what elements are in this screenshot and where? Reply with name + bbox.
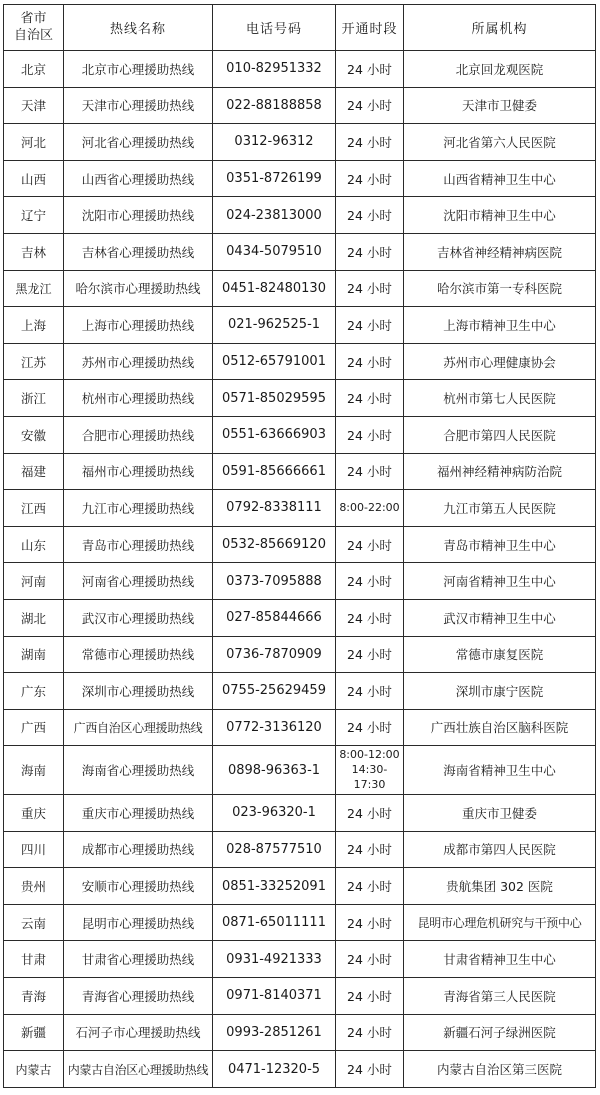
cell-phone: 0792-8338111 (213, 490, 336, 527)
cell-hours: 24 小时 (336, 673, 404, 710)
cell-hotline-name: 天津市心理援助热线 (64, 87, 213, 124)
cell-phone: 022-88188858 (213, 87, 336, 124)
table-row (4, 453, 596, 490)
cell-phone: 028-87577510 (213, 831, 336, 868)
table-row (4, 673, 596, 710)
cell-hotline-name: 青岛市心理援助热线 (64, 526, 213, 563)
header-province-line1: 省市 (20, 11, 47, 27)
cell-hours: 24 小时 (336, 87, 404, 124)
cell-org: 常德市康复医院 (404, 636, 596, 673)
cell-province: 河南 (4, 563, 64, 600)
table-row (4, 978, 596, 1015)
cell-province: 湖南 (4, 636, 64, 673)
cell-hotline-name: 福州市心理援助热线 (64, 453, 213, 490)
cell-hours: 8:00-22:00 (336, 490, 404, 527)
table-row (4, 307, 596, 344)
table-row (4, 831, 596, 868)
cell-province: 上海 (4, 307, 64, 344)
cell-phone: 0512-65791001 (213, 343, 336, 380)
cell-province: 北京 (4, 51, 64, 88)
cell-hotline-name: 安顺市心理援助热线 (64, 868, 213, 905)
cell-org: 内蒙古自治区第三医院 (404, 1051, 596, 1088)
table-row (4, 746, 596, 795)
cell-org: 青海省第三人民医院 (404, 978, 596, 1015)
cell-hotline-name: 沈阳市心理援助热线 (64, 197, 213, 234)
cell-province: 广东 (4, 673, 64, 710)
header-province (4, 5, 64, 51)
cell-org: 青岛市精神卫生中心 (404, 526, 596, 563)
cell-hotline-name: 广西自治区心理援助热线 (64, 709, 213, 746)
cell-phone: 027-85844666 (213, 599, 336, 636)
cell-phone: 0851-33252091 (213, 868, 336, 905)
cell-hotline-name: 重庆市心理援助热线 (64, 795, 213, 832)
cell-org: 苏州市心理健康协会 (404, 343, 596, 380)
table-row (4, 87, 596, 124)
cell-hours: 24 小时 (336, 599, 404, 636)
cell-province: 广西 (4, 709, 64, 746)
cell-phone: 010-82951332 (213, 51, 336, 88)
cell-phone: 0871-65011111 (213, 904, 336, 941)
cell-province: 吉林 (4, 233, 64, 270)
cell-province: 甘肃 (4, 941, 64, 978)
cell-org: 上海市精神卫生中心 (404, 307, 596, 344)
cell-hotline-name: 上海市心理援助热线 (64, 307, 213, 344)
table-row (4, 160, 596, 197)
cell-org: 九江市第五人民医院 (404, 490, 596, 527)
cell-phone: 0451-82480130 (213, 270, 336, 307)
cell-hours: 24 小时 (336, 941, 404, 978)
hotline-table (3, 4, 596, 1088)
cell-province: 新疆 (4, 1014, 64, 1051)
header-hours: 开通时段 (336, 5, 404, 51)
cell-phone: 0772-3136120 (213, 709, 336, 746)
table-row (4, 197, 596, 234)
cell-phone: 023-96320-1 (213, 795, 336, 832)
cell-hotline-name: 武汉市心理援助热线 (64, 599, 213, 636)
cell-hotline-name: 石河子市心理援助热线 (64, 1014, 213, 1051)
cell-hotline-name: 甘肃省心理援助热线 (64, 941, 213, 978)
cell-province: 河北 (4, 124, 64, 161)
cell-phone: 0373-7095888 (213, 563, 336, 600)
header-province-line2: 自治区 (13, 27, 53, 43)
cell-hours: 24 小时 (336, 526, 404, 563)
cell-hotline-name: 内蒙古自治区心理援助热线 (64, 1051, 213, 1088)
cell-org: 河北省第六人民医院 (404, 124, 596, 161)
cell-phone: 0351-8726199 (213, 160, 336, 197)
header-hotline: 热线名称 (64, 5, 213, 51)
table-row (4, 636, 596, 673)
cell-province: 贵州 (4, 868, 64, 905)
cell-hours: 24 小时 (336, 160, 404, 197)
cell-hours: 24 小时 (336, 270, 404, 307)
cell-phone: 0736-7870909 (213, 636, 336, 673)
cell-hours: 24 小时 (336, 831, 404, 868)
cell-province: 江西 (4, 490, 64, 527)
cell-hours: 24 小时 (336, 795, 404, 832)
cell-phone: 0591-85666661 (213, 453, 336, 490)
cell-phone: 024-23813000 (213, 197, 336, 234)
cell-phone: 0312-96312 (213, 124, 336, 161)
cell-province: 青海 (4, 978, 64, 1015)
cell-phone: 0532-85669120 (213, 526, 336, 563)
cell-phone: 0551-63666903 (213, 416, 336, 453)
table-row (4, 904, 596, 941)
cell-hours: 24 小时 (336, 124, 404, 161)
cell-province: 海南 (4, 746, 64, 795)
table-row (4, 416, 596, 453)
table-row (4, 490, 596, 527)
cell-org: 贵航集团 302 医院 (404, 868, 596, 905)
cell-hotline-name: 九江市心理援助热线 (64, 490, 213, 527)
cell-province: 天津 (4, 87, 64, 124)
cell-org: 武汉市精神卫生中心 (404, 599, 596, 636)
cell-hotline-name: 北京市心理援助热线 (64, 51, 213, 88)
cell-org: 吉林省神经精神病医院 (404, 233, 596, 270)
table-row (4, 868, 596, 905)
cell-hours: 24 小时 (336, 868, 404, 905)
cell-hotline-name: 深圳市心理援助热线 (64, 673, 213, 710)
table-row (4, 343, 596, 380)
cell-hours: 24 小时 (336, 1014, 404, 1051)
cell-org: 成都市第四人民医院 (404, 831, 596, 868)
cell-province: 四川 (4, 831, 64, 868)
table-body (4, 51, 596, 1088)
cell-hours (336, 746, 404, 795)
cell-phone: 0434-5079510 (213, 233, 336, 270)
cell-hotline-name: 成都市心理援助热线 (64, 831, 213, 868)
cell-org: 昆明市心理危机研究与干预中心 (404, 904, 596, 941)
cell-hours: 24 小时 (336, 709, 404, 746)
cell-hours: 24 小时 (336, 416, 404, 453)
cell-org: 深圳市康宁医院 (404, 673, 596, 710)
cell-hotline-name: 青海省心理援助热线 (64, 978, 213, 1015)
cell-hours: 24 小时 (336, 978, 404, 1015)
cell-hours: 24 小时 (336, 233, 404, 270)
table-row (4, 270, 596, 307)
table-row (4, 941, 596, 978)
table-row (4, 233, 596, 270)
cell-hotline-name: 河南省心理援助热线 (64, 563, 213, 600)
cell-hotline-name: 昆明市心理援助热线 (64, 904, 213, 941)
cell-province: 福建 (4, 453, 64, 490)
cell-phone: 0898-96363-1 (213, 746, 336, 795)
cell-hotline-name: 海南省心理援助热线 (64, 746, 213, 795)
cell-org: 重庆市卫健委 (404, 795, 596, 832)
cell-province: 重庆 (4, 795, 64, 832)
cell-hours: 24 小时 (336, 197, 404, 234)
cell-province: 山东 (4, 526, 64, 563)
table-row (4, 1051, 596, 1088)
cell-phone: 0971-8140371 (213, 978, 336, 1015)
cell-province: 浙江 (4, 380, 64, 417)
cell-hours: 24 小时 (336, 343, 404, 380)
table-row (4, 563, 596, 600)
cell-hotline-name: 山西省心理援助热线 (64, 160, 213, 197)
cell-hotline-name: 合肥市心理援助热线 (64, 416, 213, 453)
cell-phone: 0571-85029595 (213, 380, 336, 417)
cell-hours: 24 小时 (336, 380, 404, 417)
table-row (4, 709, 596, 746)
cell-phone: 0993-2851261 (213, 1014, 336, 1051)
cell-province: 江苏 (4, 343, 64, 380)
cell-phone: 021-962525-1 (213, 307, 336, 344)
cell-org: 杭州市第七人民医院 (404, 380, 596, 417)
cell-hours: 24 小时 (336, 453, 404, 490)
cell-org: 天津市卫健委 (404, 87, 596, 124)
cell-hotline-name: 常德市心理援助热线 (64, 636, 213, 673)
cell-org: 沈阳市精神卫生中心 (404, 197, 596, 234)
cell-hours: 24 小时 (336, 1051, 404, 1088)
header-phone: 电话号码 (213, 5, 336, 51)
table-row (4, 599, 596, 636)
cell-province: 安徽 (4, 416, 64, 453)
cell-hours: 24 小时 (336, 307, 404, 344)
table-row (4, 795, 596, 832)
cell-org: 甘肃省精神卫生中心 (404, 941, 596, 978)
cell-phone: 0755-25629459 (213, 673, 336, 710)
cell-province: 内蒙古 (4, 1051, 64, 1088)
cell-org: 河南省精神卫生中心 (404, 563, 596, 600)
table-row (4, 1014, 596, 1051)
cell-hotline-name: 哈尔滨市心理援助热线 (64, 270, 213, 307)
table-row (4, 124, 596, 161)
cell-org: 广西壮族自治区脑科医院 (404, 709, 596, 746)
cell-org: 山西省精神卫生中心 (404, 160, 596, 197)
cell-hotline-name: 河北省心理援助热线 (64, 124, 213, 161)
cell-hours: 24 小时 (336, 51, 404, 88)
cell-hours: 24 小时 (336, 636, 404, 673)
cell-org: 海南省精神卫生中心 (404, 746, 596, 795)
cell-hotline-name: 吉林省心理援助热线 (64, 233, 213, 270)
cell-hours: 24 小时 (336, 904, 404, 941)
cell-hours: 24 小时 (336, 563, 404, 600)
cell-org: 合肥市第四人民医院 (404, 416, 596, 453)
cell-hotline-name: 杭州市心理援助热线 (64, 380, 213, 417)
table-row (4, 51, 596, 88)
cell-org: 哈尔滨市第一专科医院 (404, 270, 596, 307)
cell-province: 辽宁 (4, 197, 64, 234)
cell-hotline-name: 苏州市心理援助热线 (64, 343, 213, 380)
cell-org: 北京回龙观医院 (404, 51, 596, 88)
table-row (4, 526, 596, 563)
cell-province: 山西 (4, 160, 64, 197)
cell-org: 福州神经精神病防治院 (404, 453, 596, 490)
cell-org: 新疆石河子绿洲医院 (404, 1014, 596, 1051)
header-org: 所属机构 (404, 5, 596, 51)
table-header-row (4, 5, 596, 51)
cell-province: 湖北 (4, 599, 64, 636)
cell-province: 云南 (4, 904, 64, 941)
table-row (4, 380, 596, 417)
cell-hours-line1: 8:00-12:00 (339, 747, 400, 761)
cell-hours-line2: 14:30-17:30 (351, 762, 388, 791)
cell-province: 黑龙江 (4, 270, 64, 307)
cell-phone: 0471-12320-5 (213, 1051, 336, 1088)
cell-phone: 0931-4921333 (213, 941, 336, 978)
